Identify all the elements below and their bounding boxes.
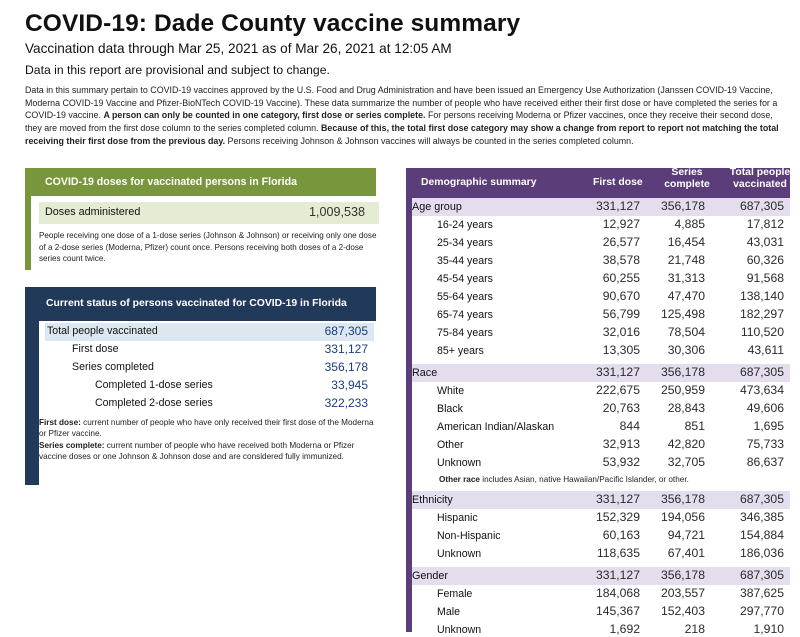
series-complete-value: 125,498 [660,307,705,321]
row-label: Unknown [437,548,482,560]
status-row-label: Series completed [72,361,154,373]
series-complete-value: 356,178 [660,365,705,379]
row-label: White [437,385,465,397]
series-complete-value: 78,504 [667,325,705,339]
demographic-panel [406,167,791,636]
total-vaccinated-value: 138,140 [739,289,784,303]
total-vaccinated-value: 387,625 [739,586,784,600]
provisional-notice: Data in this report are provisional and subject to change. [25,63,330,77]
first-dose-value: 32,016 [602,325,640,339]
total-vaccinated-value: 687,305 [739,199,784,213]
first-dose-value: 331,127 [595,199,640,213]
status-rows [45,323,374,413]
series-complete-value: 203,557 [660,586,705,600]
status-row-label: Total people vaccinated [47,325,158,337]
row-label: Gender [412,570,449,582]
status-row-total [45,323,374,341]
total-vaccinated-value: 154,884 [739,528,784,542]
total-vaccinated-value: 687,305 [739,568,784,582]
table-row [412,216,790,234]
first-dose-value: 60,163 [602,528,640,542]
row-label: American Indian/Alaskan [437,421,555,433]
first-dose-value: 20,763 [602,401,640,415]
series-complete-value: 94,721 [667,528,705,542]
total-vaccinated-value: 687,305 [739,365,784,379]
series-complete-value: 16,454 [667,235,705,249]
series-complete-value: 30,306 [667,343,705,357]
total-vaccinated-value: 473,634 [739,383,784,397]
category-row-race [412,364,790,382]
series-complete-value: 31,313 [667,271,705,285]
total-vaccinated-value: 86,637 [746,455,784,469]
doses-heading: COVID-19 doses for vaccinated persons in Florida [31,168,376,196]
first-dose-value: 90,670 [602,289,640,303]
demographic-table-body [412,198,790,637]
first-dose-value: 152,329 [595,510,640,524]
row-label: 16-24 years [437,219,493,231]
series-complete-value: 4,885 [674,217,705,231]
category-row-age-group [412,198,790,216]
first-dose-value: 32,913 [602,437,640,451]
series-complete-value: 250,959 [660,383,705,397]
status-row-completed-1-dose [45,377,374,395]
table-row [412,527,790,545]
total-vaccinated-value: 182,297 [739,307,784,321]
series-complete-value: 32,705 [667,455,705,469]
total-vaccinated-value: 17,812 [746,217,784,231]
table-row [412,252,790,270]
total-vaccinated-value: 297,770 [739,604,784,618]
first-dose-value: 222,675 [595,383,640,397]
status-row-series-completed [45,359,374,377]
row-label: Unknown [437,624,482,636]
table-row [412,324,790,342]
table-row [412,603,790,621]
doses-panel [25,168,376,270]
row-label: Ethnicity [412,494,453,506]
table-row [412,382,790,400]
series-complete-value: 218 [684,622,705,636]
series-complete-value: 42,820 [667,437,705,451]
row-label: 35-44 years [437,255,493,267]
total-vaccinated-value: 75,733 [746,437,784,451]
status-row-value: 33,945 [331,378,368,392]
status-row-first-dose [45,341,374,359]
column-header-series-complete: Series complete [664,167,710,190]
series-complete-value: 67,401 [667,546,705,560]
first-dose-value: 53,932 [602,455,640,469]
total-vaccinated-value: 1,695 [753,419,784,433]
first-dose-value: 56,799 [602,307,640,321]
first-dose-value: 844 [619,419,640,433]
first-dose-value: 60,255 [602,271,640,285]
doses-administered-value: 1,009,538 [308,205,365,219]
row-label: Unknown [437,457,482,469]
status-heading: Current status of persons vaccinated for COVID-19 in Florida [38,287,376,321]
total-vaccinated-value: 1,910 [753,622,784,636]
status-row-label: First dose [72,343,119,355]
row-label: 75-84 years [437,327,493,339]
column-header-demographic: Demographic summary [421,177,537,188]
row-label: Hispanic [437,512,478,524]
column-header-total-vaccinated: Total people vaccinated [729,167,791,190]
table-row [412,509,790,527]
total-vaccinated-value: 110,520 [740,325,784,339]
series-complete-value: 21,748 [667,253,705,267]
first-dose-value: 331,127 [595,492,640,506]
series-complete-value: 47,470 [667,289,705,303]
table-row [412,288,790,306]
status-panel [25,287,376,485]
series-complete-value: 194,056 [660,510,705,524]
category-row-ethnicity [412,491,790,509]
total-vaccinated-value: 43,031 [746,235,784,249]
total-vaccinated-value: 43,611 [747,343,784,357]
table-row [412,436,790,454]
row-label: Male [437,606,460,618]
doses-administered-label: Doses administered [45,206,141,218]
table-row [412,454,790,472]
first-dose-value: 331,127 [595,568,640,582]
page-title: COVID-19: Dade County vaccine summary [25,10,521,37]
demographic-header [412,168,790,198]
first-dose-value: 118,635 [596,546,640,560]
table-row [412,621,790,637]
row-label: 65-74 years [437,309,493,321]
series-complete-value: 28,843 [667,401,705,415]
first-dose-value: 26,577 [602,235,640,249]
doses-note: People receiving one dose of a 1-dose series (Johnson & Johnson) or receiving only one dose of a 2-dose series (Moderna, Pfizer) count once. Persons receiving both doses of a 2-dose series count twice. [39,231,377,263]
status-row-value: 687,305 [324,324,368,338]
table-row [412,270,790,288]
table-row [412,342,790,360]
table-row [412,418,790,436]
series-complete-value: 851 [684,419,705,433]
first-dose-value: 1,692 [609,622,640,636]
intro-paragraph: Data in this summary pertain to COVID-19 vaccines approved by the U.S. Food and Drug Administration and have been issued an Emergency Use Authorization (Janssen COVID-19 Vaccine, Moderna COVID-19 Vaccine and Pfizer-BioNTech COVID-19 Vaccine). These data summarize the number of people who have received either their first dose or have completed the series for a COVID-19 vaccine. A person can only be counted in one category, first dose or series complete. For persons receiving Moderna or Pfizer vaccines, once they receive their second dose, they are moved from the first dose column to the series completed column. Because of this, the total first dose category may show a change from report to report not matching the total receiving their first dose from the previous day. Persons receiving Johnson & Johnson vaccines will always be counted in the series completed column. [25,85,779,146]
category-row-gender [412,567,790,585]
row-label: Non-Hispanic [437,530,501,542]
row-label: Race [412,367,438,379]
total-vaccinated-value: 91,568 [746,271,784,285]
status-row-value: 322,233 [324,396,368,410]
other-race-note: Other race includes Asian, native Hawaiian/Pacific Islander, or other. [439,475,689,484]
row-label: 25-34 years [437,237,493,249]
status-row-value: 331,127 [324,342,368,356]
first-dose-value: 145,367 [595,604,640,618]
row-label: Female [437,588,473,600]
table-row [412,400,790,418]
total-vaccinated-value: 186,036 [739,546,784,560]
series-complete-value: 152,403 [660,604,705,618]
row-label: Age group [412,201,462,213]
row-label: 85+ years [437,345,484,357]
table-row [412,306,790,324]
first-dose-value: 13,305 [602,343,640,357]
status-note: First dose: current number of people who have only received their first dose of the Moderna or Pfizer vaccine. Series complete: current number of people who have received both Moderna or Pfizer vaccine doses or one Johnson & Johnson dose and are considered fully immunized. [39,418,374,461]
status-row-value: 356,178 [324,360,368,374]
series-complete-value: 356,178 [660,199,705,213]
series-complete-value: 356,178 [660,568,705,582]
first-dose-value: 38,578 [602,253,640,267]
status-row-label: Completed 2-dose series [95,397,213,409]
first-dose-value: 331,127 [595,365,640,379]
series-complete-value: 356,178 [660,492,705,506]
first-dose-value: 12,927 [602,217,640,231]
row-label: 55-64 years [437,291,493,303]
table-row [412,234,790,252]
column-header-first-dose: First dose [593,177,643,188]
status-row-label: Completed 1-dose series [95,379,213,391]
row-label: Black [437,403,463,415]
doses-administered-row [39,202,379,224]
row-label: 45-54 years [437,273,493,285]
status-row-completed-2-dose [45,395,374,413]
total-vaccinated-value: 49,606 [746,401,784,415]
row-label: Other [437,439,464,451]
total-vaccinated-value: 687,305 [739,492,784,506]
total-vaccinated-value: 346,385 [739,510,784,524]
first-dose-value: 184,068 [595,586,640,600]
table-row [412,545,790,563]
total-vaccinated-value: 60,326 [746,253,784,267]
table-row [412,585,790,603]
data-date-subtitle: Vaccination data through Mar 25, 2021 as of Mar 26, 2021 at 12:05 AM [25,41,452,56]
